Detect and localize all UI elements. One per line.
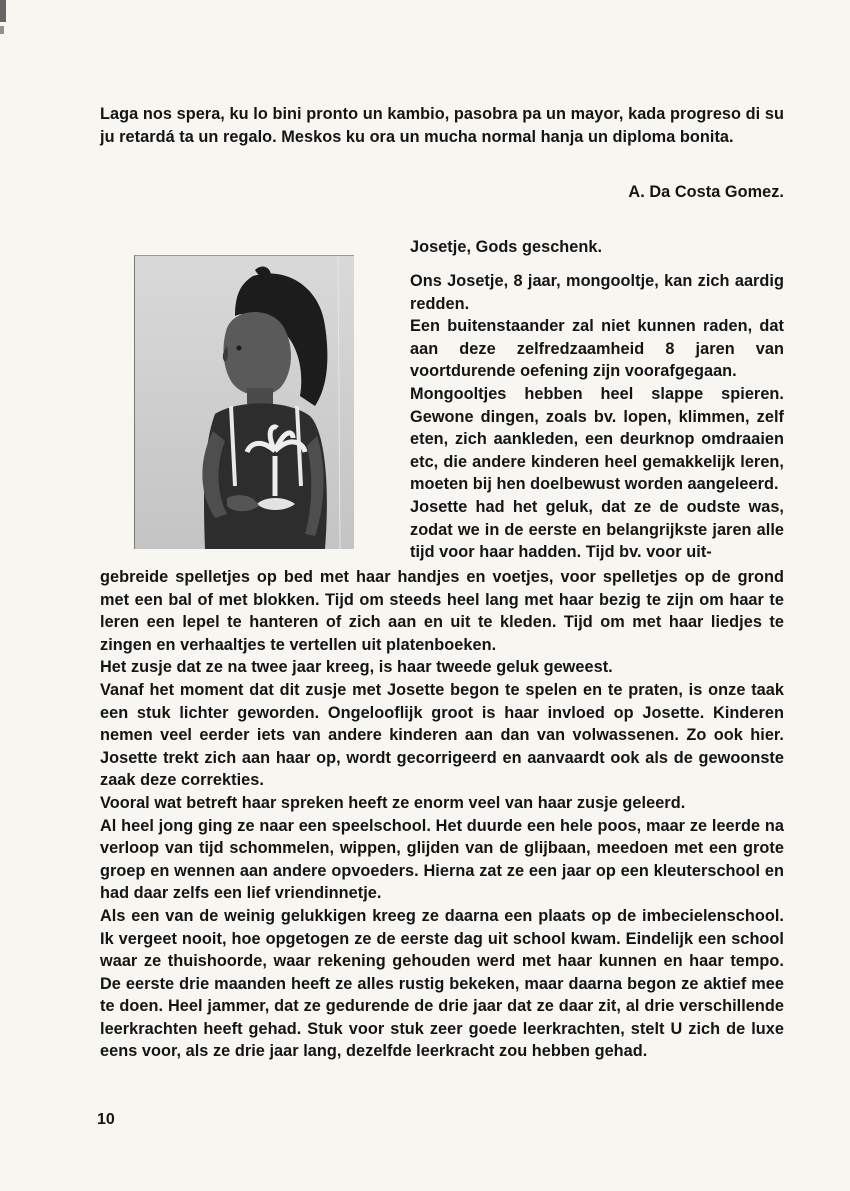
article-title: Josetje, Gods geschenk.: [410, 238, 603, 256]
body-paragraph: Vanaf het moment dat dit zusje met Josette begon te spelen en te praten, is onze taak een stuk lichter geworden. Ongelooflijk groot is haar invloed op Josette. Kinderen nemen veel eerder iets van andere kinderen aan dan van volwassenen. Zo ook hier. Josette trekt zich aan haar op, wordt gecorrigeerd en aanvaardt ook als de gewoonste zaak deze correkties.: [100, 680, 784, 790]
article-full-width-text: [100, 566, 784, 1063]
intro-paragraph: Laga nos spera, ku lo bini pronto un kambio, pasobra pa un mayor, kada progreso di su ju retardá ta un regalo. Meskos ku ora un mucha normal hanja un diploma bonita.: [100, 105, 784, 146]
article-column-text: [410, 270, 784, 564]
signature: A. Da Costa Gomez.: [628, 183, 784, 201]
column-paragraph: Een buitenstaander zal niet kunnen raden, dat aan deze zelfredzaamheid 8 jaren van voortdurende oefening zijn voorafgegaan.: [410, 317, 784, 381]
page-number: 10: [97, 1111, 115, 1128]
binding-mark: [0, 0, 6, 22]
body-paragraph: Al heel jong ging ze naar een speelschool. Het duurde een hele poos, maar ze leerde na verloop van tijd schommelen, wippen, glijden van de glijbaan, meedoen met een grote groep en wennen aan andere opvoeders. Hierna zat ze een jaar op een kleuterschool en had daar zelfs een lief vriendinnetje.: [100, 816, 784, 903]
child-photo-image: [135, 256, 354, 549]
column-paragraph: Josette had het geluk, dat ze de oudste was, zodat we in de eerste en belangrijkste jaren alle tijd voor haar hadden. Tijd bv. voor uit-: [410, 497, 784, 562]
body-paragraph: gebreide spelletjes op bed met haar handjes en voetjes, voor spelletjes op de grond met een bal of met blokken. Tijd om steeds heel lang met haar bezig te zijn om haar te leren een lepel te hanteren of zich aan en uit te kleden. Tijd om met haar liedjes te zingen en verhaaltjes te vertellen uit platenboeken.: [100, 568, 784, 654]
body-paragraph: Als een van de weinig gelukkigen kreeg ze daarna een plaats op de imbecielenschool. Ik vergeet nooit, hoe opgetogen ze de eerste dag uit school kwam. Eindelijk een school waar ze thuishoorde, waar rekening gehouden werd met haar kunnen en haar tempo. De eerste drie maanden heeft ze alles rustig bekeken, maar daarna begon ze aktief mee te doen. Heel jammer, dat ze gedurende de drie jaar dat ze daar zit, al drie verschillende leerkrachten heeft gehad. Stuk voor stuk zeer goede leerkrachten, stelt U zich de luxe eens voor, als ze drie jaar lang, dezelfde leerkracht zou hebben gehad.: [100, 906, 784, 1061]
binding-mark-small: [0, 26, 4, 34]
column-paragraph: Ons Josetje, 8 jaar, mongooltje, kan zich aardig redden.: [410, 272, 784, 313]
child-photo: [134, 255, 354, 549]
body-paragraph: Het zusje dat ze na twee jaar kreeg, is haar tweede geluk geweest.: [100, 658, 613, 677]
body-paragraph: Vooral wat betreft haar spreken heeft ze enorm veel van haar zusje geleerd.: [100, 793, 686, 812]
column-paragraph: Mongooltjes hebben heel slappe spieren. Gewone dingen, zoals bv. lopen, klimmen, zelf eten, zich aankleden, een deurknop omdraaien etc, die andere kinderen heel gemakkelijk leren, moeten bij hen doelbewust worden aangeleerd.: [410, 384, 784, 494]
